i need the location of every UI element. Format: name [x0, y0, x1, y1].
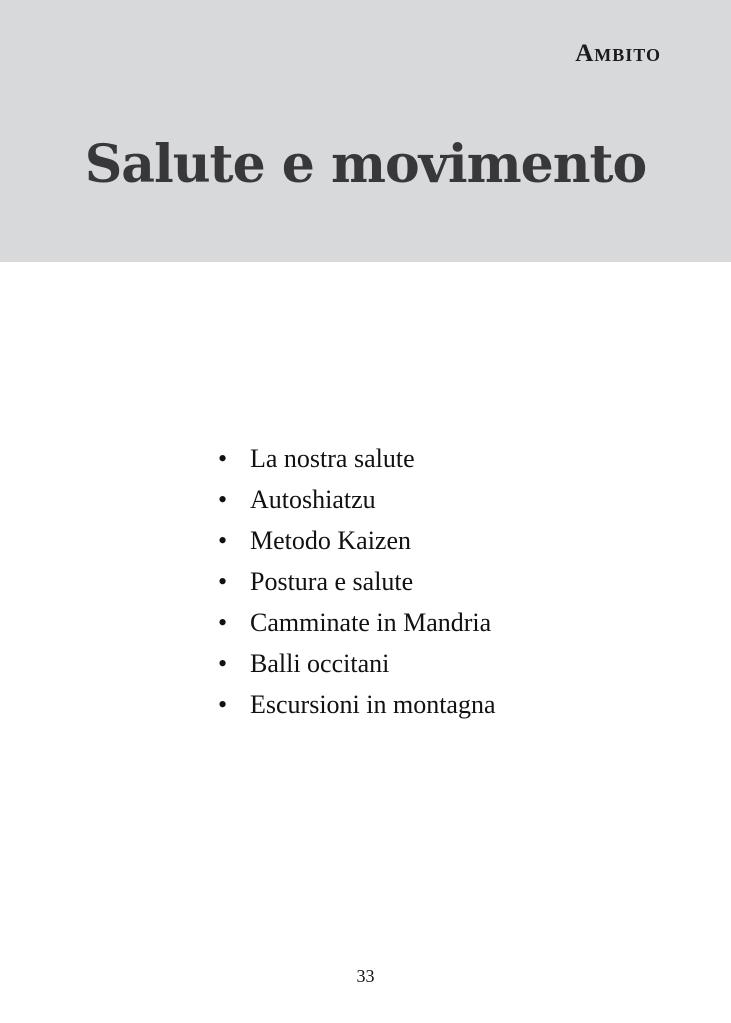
list-item-label: La nostra salute: [250, 444, 415, 473]
bullet-icon: •: [218, 608, 228, 637]
topic-list: [218, 438, 496, 725]
bullet-icon: •: [218, 485, 228, 514]
section-kicker: Ambito: [575, 40, 661, 67]
list-item-label: Escursioni in montagna: [250, 690, 496, 719]
list-item: [218, 520, 496, 561]
bullet-icon: •: [218, 526, 228, 555]
list-item-label: Autoshiatzu: [250, 485, 376, 514]
list-item: [218, 684, 496, 725]
list-item: [218, 561, 496, 602]
header-band: [0, 0, 731, 262]
page-footer: [0, 966, 731, 987]
list-item-label: Metodo Kaizen: [250, 526, 412, 555]
list-item-label: Balli occitani: [250, 649, 390, 678]
list-item-label: Postura e salute: [250, 567, 414, 596]
list-item-label: Camminate in Mandria: [250, 608, 492, 637]
page-number: 33: [356, 966, 375, 986]
bullet-icon: •: [218, 649, 228, 678]
bullet-icon: •: [218, 690, 228, 719]
bullet-icon: •: [218, 444, 228, 473]
page-content: [0, 262, 731, 962]
list-item: [218, 438, 496, 479]
list-item: [218, 643, 496, 684]
bullet-icon: •: [218, 567, 228, 596]
list-item: [218, 479, 496, 520]
page-title: Salute e movimento: [84, 134, 647, 195]
list-item: [218, 602, 496, 643]
